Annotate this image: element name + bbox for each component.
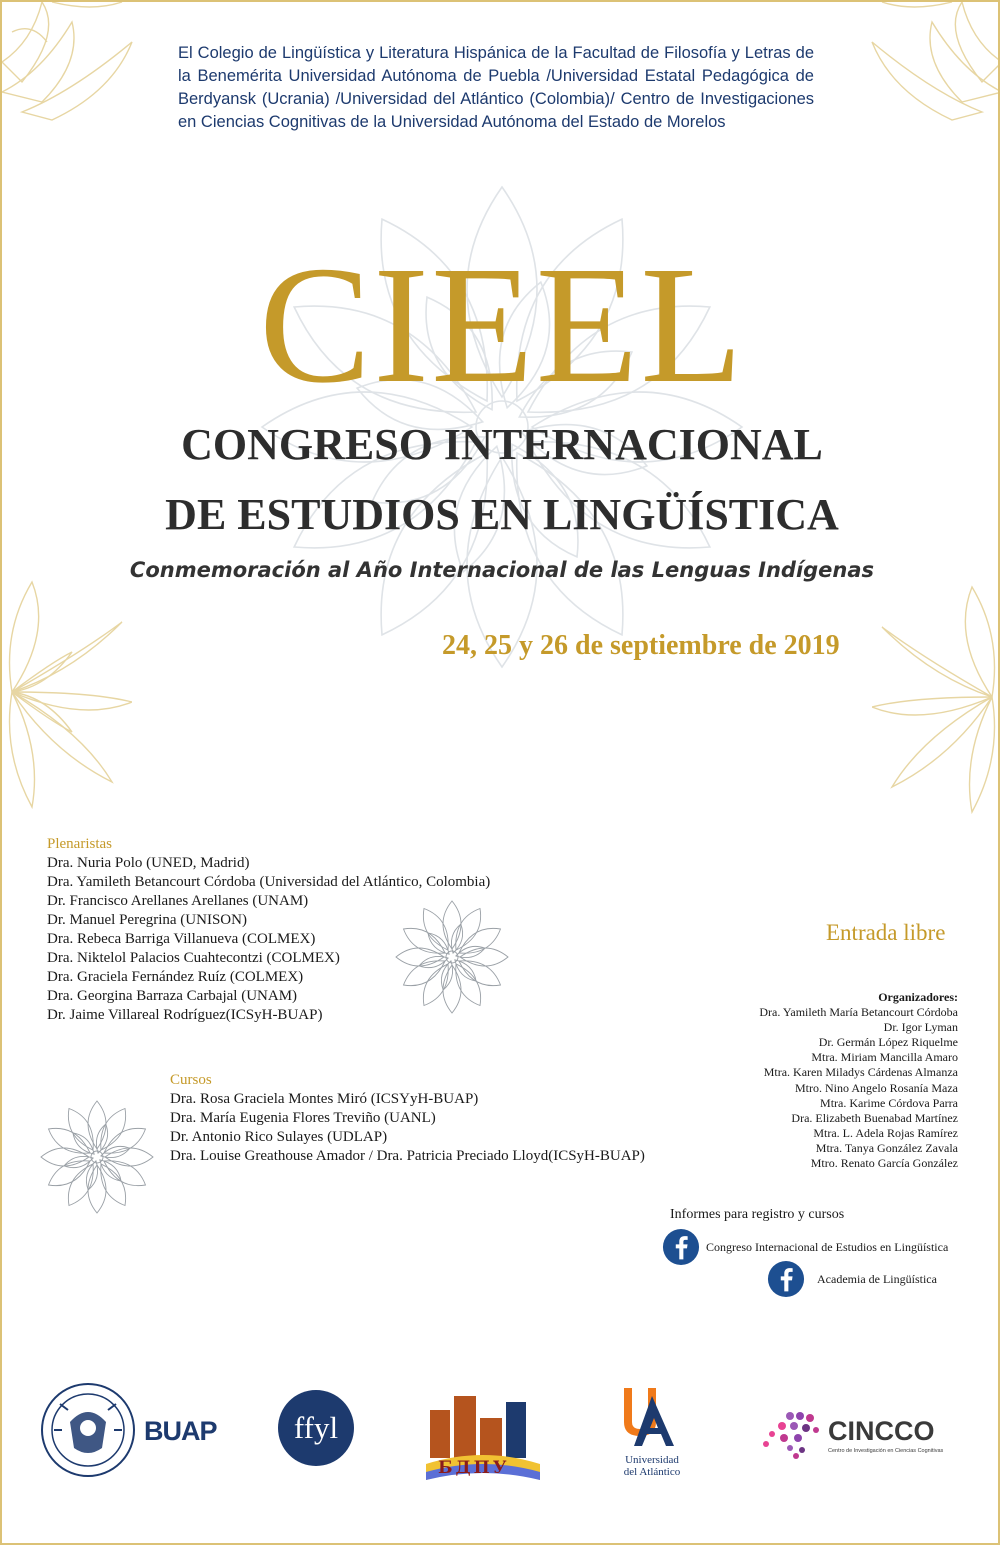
entrada-libre: Entrada libre	[826, 920, 946, 945]
event-title-line2: DE ESTUDIOS EN LINGÜÍSTICA	[165, 490, 839, 539]
organizadores-heading: Organizadores:	[878, 990, 958, 1004]
ffyl-logo	[278, 1390, 354, 1466]
list-item: Dr. Jaime Villareal Rodríguez(ICSyH-BUAP)	[47, 1007, 323, 1023]
facebook-link-label[interactable]: Congreso Internacional de Estudios en Lingüística	[706, 1239, 949, 1254]
bdpu-logo	[422, 1388, 544, 1486]
list-item: Mtra. Karen Miladys Cárdenas Almanza	[763, 1065, 958, 1080]
ua-line2: del Atlántico	[623, 1466, 681, 1478]
event-subtitle: Conmemoración al Año Internacional de las Lenguas Indígenas	[129, 558, 875, 582]
side-flower-icon	[872, 577, 1000, 817]
facebook-link-academia[interactable]	[767, 1260, 937, 1298]
list-item: Dra. María Eugenia Flores Treviño (UANL)	[170, 1110, 436, 1126]
list-item: Dra. Louise Greathouse Amador / Dra. Patricia Preciado Lloyd(ICSyH-BUAP)	[170, 1148, 645, 1164]
list-item: Dra. Yamileth María Betancourt Córdoba	[759, 1005, 958, 1020]
event-title-line1: CONGRESO INTERNACIONAL	[181, 420, 823, 469]
cincco-logo	[762, 1410, 962, 1460]
ua-line1: Universidad	[625, 1454, 679, 1466]
organizadores-block	[759, 990, 958, 1171]
event-dates: 24, 25 y 26 de septiembre de 2019	[442, 630, 840, 661]
buap-logo	[40, 1382, 230, 1482]
list-item: Mtro. Renato García González	[810, 1156, 958, 1171]
corner-flower-icon	[2, 2, 142, 122]
list-item: Dra. Georgina Barraza Carbajal (UNAM)	[47, 988, 298, 1004]
small-flower-icon	[37, 1097, 157, 1217]
cursos-heading: Cursos	[170, 1072, 212, 1088]
list-item: Dra. Elizabeth Buenabad Martínez	[791, 1110, 958, 1125]
bdpu-text: БДПУ	[438, 1458, 510, 1478]
cincco-dots-icon	[762, 1410, 822, 1460]
ffyl-text: ffyl	[293, 1410, 339, 1445]
list-item: Dr. Igor Lyman	[883, 1020, 958, 1035]
list-item: Dra. Rosa Graciela Montes Miró (ICSYyH-BUAP)	[170, 1091, 479, 1107]
facebook-link-label[interactable]: Academia de Lingüística	[817, 1271, 937, 1286]
list-item: Dra. Nuria Polo (UNED, Madrid)	[47, 855, 250, 871]
list-item: Dr. Germán López Riquelme	[818, 1035, 958, 1050]
facebook-icon[interactable]	[662, 1228, 700, 1266]
list-item: Dr. Francisco Arellanes Arellanes (UNAM)	[47, 893, 309, 909]
list-item: Dra. Rebeca Barriga Villanueva (COLMEX)	[47, 931, 316, 947]
list-item: Mtra. L. Adela Rojas Ramírez	[813, 1125, 958, 1140]
corner-flower-icon	[862, 2, 1000, 122]
cincco-subtitle: Centro de Investigación en Ciencias Cognitivas	[828, 1448, 944, 1454]
cursos-list	[170, 1090, 645, 1166]
list-item: Mtra. Karime Córdova Parra	[820, 1095, 958, 1110]
list-item: Dr. Antonio Rico Sulayes (UDLAP)	[170, 1129, 388, 1145]
list-item: Dra. Niktelol Palacios Cuahtecontzi (COLMEX)	[47, 950, 340, 966]
list-item: Mtra. Miriam Mancilla Amaro	[811, 1050, 958, 1065]
facebook-icon[interactable]	[767, 1260, 805, 1298]
plenaristas-heading: Plenaristas	[47, 836, 112, 852]
informes-heading: Informes para registro y cursos	[670, 1207, 845, 1222]
plenaristas-list	[47, 854, 490, 1025]
buap-text: BUAP	[144, 1416, 217, 1446]
ua-text	[612, 1454, 692, 1478]
list-item: Mtro. Nino Angelo Rosanía Maza	[795, 1080, 958, 1095]
list-item: Dra. Yamileth Betancourt Córdoba (Universidad del Atlántico, Colombia)	[47, 874, 491, 890]
buap-seal-icon	[40, 1382, 136, 1478]
institutions-text: El Colegio de Lingüística y Literatura Hispánica de la Facultad de Filosofía y Letras de la Benemérita Universidad Autónoma de Puebla /Universidad Estatal Pedagógica de Berdyansk (Ucrania) /Universidad del Atlántico (Colombia)/ Centro de Investigaciones en Ciencias Cognitivas de la Universidad Autónoma del Estado de Morelos	[178, 44, 814, 131]
list-item: Dr. Manuel Peregrina (UNISON)	[47, 912, 247, 928]
ua-monogram-icon	[612, 1386, 692, 1450]
uatlantico-logo	[612, 1386, 692, 1482]
list-item: Dra. Graciela Fernández Ruíz (COLMEX)	[47, 969, 304, 985]
list-item: Mtra. Tanya González Zavala	[815, 1140, 958, 1155]
side-flower-icon	[2, 572, 132, 812]
event-acronym: CIEEL	[259, 232, 745, 418]
cincco-text: CINCCO	[828, 1416, 935, 1446]
